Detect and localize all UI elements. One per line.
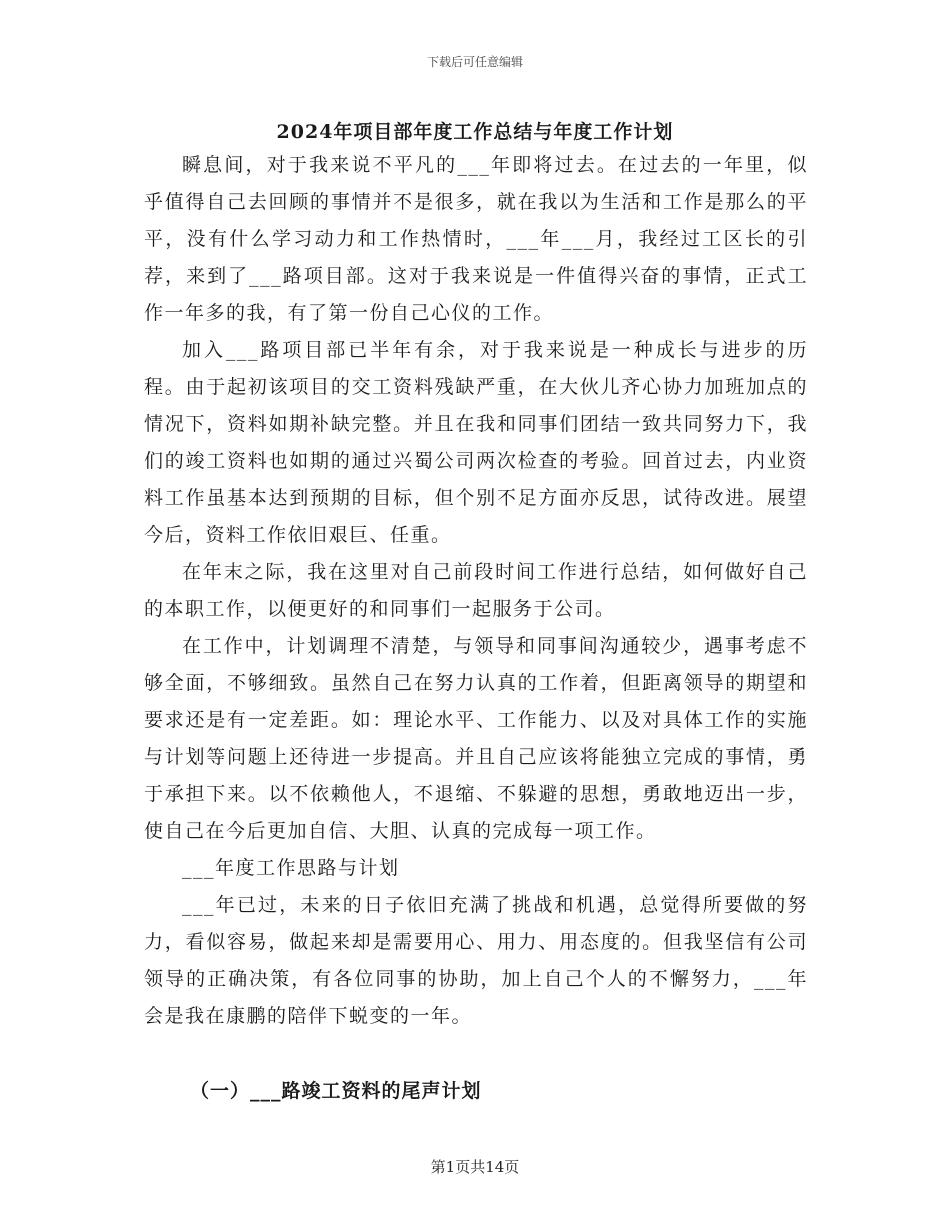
document-body (144, 147, 808, 1035)
paragraph-intro: 瞬息间，对于我来说不平凡的___年即将过去。在过去的一年里，似乎值得自己去回顾的事情并不是很多，就在我以为生活和工作是那么的平平，没有什么学习动力和工作热情时，___年___月，我经过工区长的引荐，来到了___路项目部。这对于我来说是一件值得兴奋的事情，正式工作一年多的我，有了第一份自己心仪的工作。 (144, 154, 808, 324)
section-heading: （一）___路竣工资料的尾声计划 (190, 1080, 482, 1102)
paragraph-year-end-summary: 在年末之际，我在这里对自己前段时间工作进行总结，如何做好自己的本职工作，以便更好的和同事们一起服务于公司。 (144, 561, 808, 620)
paragraph-shortcomings: 在工作中，计划调理不清楚，与领导和同事间沟通较少，遇事考虑不够全面，不够细致。虽然自己在努力认真的工作着，但距离领导的期望和要求还是有一定差距。如：理论水平、工作能力、以及对具体工作的实施与计划等问题上还待进一步提高。并且自己应该将能独立完成的事情，勇于承担下来。以不依赖他人，不退缩、不躲避的思想，勇敢地迈出一步，使自己在今后更加自信、大胆、认真的完成每一项工作。 (144, 635, 808, 842)
page-number: 第1页共14页 (430, 1158, 520, 1176)
paragraph-plan-heading: ___年度工作思路与计划 (182, 857, 400, 879)
header-note: 下载后可任意编辑 (426, 55, 523, 69)
paragraph-outlook: ___年已过，未来的日子依旧充满了挑战和机遇，总觉得所要做的努力，看似容易，做起来却是需要用心、用力、用态度的。但我坚信有公司领导的正确决策，有各位同事的协助，加上自己个人的不懈努力，___年会是我在康鹏的陪伴下蜕变的一年。 (144, 894, 808, 1027)
document-title: 2024年项目部年度工作总结与年度工作计划 (276, 121, 674, 143)
paragraph-joining-project: 加入___路项目部已半年有余，对于我来说是一种成长与进步的历程。由于起初该项目的交工资料残缺严重，在大伙儿齐心协力加班加点的情况下，资料如期补缺完整。并且在我和同事们团结一致共同努力下，我们的竣工资料也如期的通过兴蜀公司两次检查的考验。回首过去，内业资料工作虽基本达到预期的目标，但个别不足方面亦反思，试待改进。展望今后，资料工作依旧艰巨、任重。 (144, 339, 808, 546)
